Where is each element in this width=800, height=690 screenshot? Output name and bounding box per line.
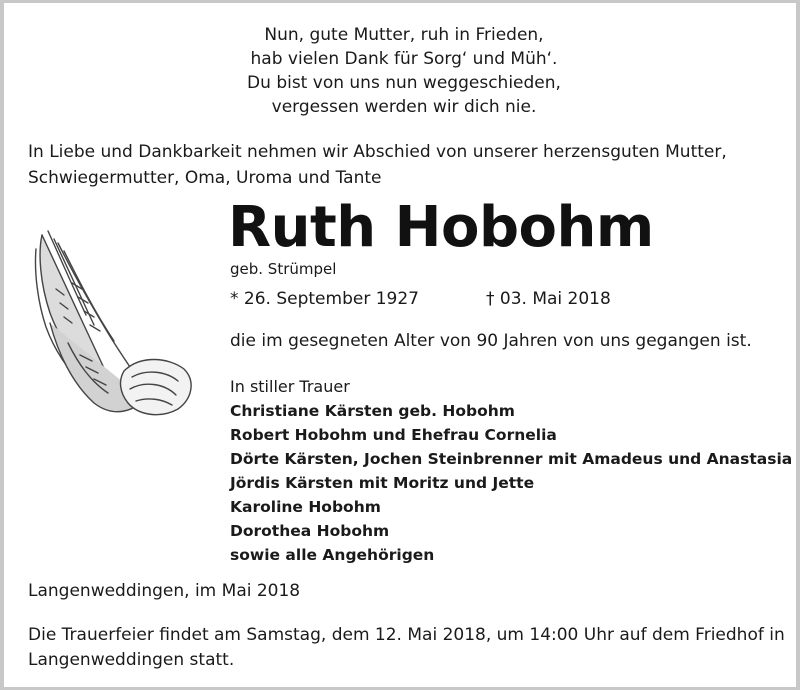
funeral-info [28, 623, 788, 673]
poem-line: hab vielen Dank für Sorg‘ und Müh‘. [250, 49, 558, 69]
mourner: Karoline Hobohm [230, 498, 381, 516]
poem-line: vergessen werden wir dich nie. [271, 97, 537, 117]
funeral-line: Langenweddingen statt. [28, 650, 235, 670]
mourners-list [230, 399, 792, 567]
intro-text [28, 139, 780, 191]
birth-name: geb. Strümpel [230, 260, 337, 278]
mourner: Christiane Kärsten geb. Hobohm [230, 402, 515, 420]
poem [4, 23, 800, 119]
death-date: † 03. Mai 2018 [486, 289, 611, 309]
deceased-name: Ruth Hobohm [228, 195, 654, 260]
mourner: Dorothea Hobohm [230, 522, 390, 540]
mourner: Robert Hobohm und Ehefrau Cornelia [230, 426, 557, 444]
poem-line: Nun, gute Mutter, ruh in Frieden, [264, 25, 544, 45]
praying-hands-icon [28, 223, 198, 423]
mourner: sowie alle Angehörigen [230, 546, 435, 564]
mourner: Jördis Kärsten mit Moritz und Jette [230, 474, 535, 492]
funeral-line: Die Trauerfeier findet am Samstag, dem 12. Mai 2018, um 14:00 Uhr auf dem Friedhof in [28, 625, 785, 645]
mourning-label: In stiller Trauer [230, 377, 350, 396]
place-date: Langenweddingen, im Mai 2018 [28, 581, 301, 601]
intro-line: In Liebe und Dankbarkeit nehmen wir Abschied von unserer herzensguten Mutter, [28, 142, 727, 162]
birth-date: * 26. September 1927 [230, 289, 419, 309]
poem-line: Du bist von uns nun weggeschieden, [247, 73, 561, 93]
passed-text: die im gesegneten Alter von 90 Jahren von uns gegangen ist. [230, 331, 752, 351]
mourner: Dörte Kärsten, Jochen Steinbrenner mit Amadeus und Anastasia [230, 450, 793, 468]
intro-line: Schwiegermutter, Oma, Uroma und Tante [28, 168, 382, 188]
